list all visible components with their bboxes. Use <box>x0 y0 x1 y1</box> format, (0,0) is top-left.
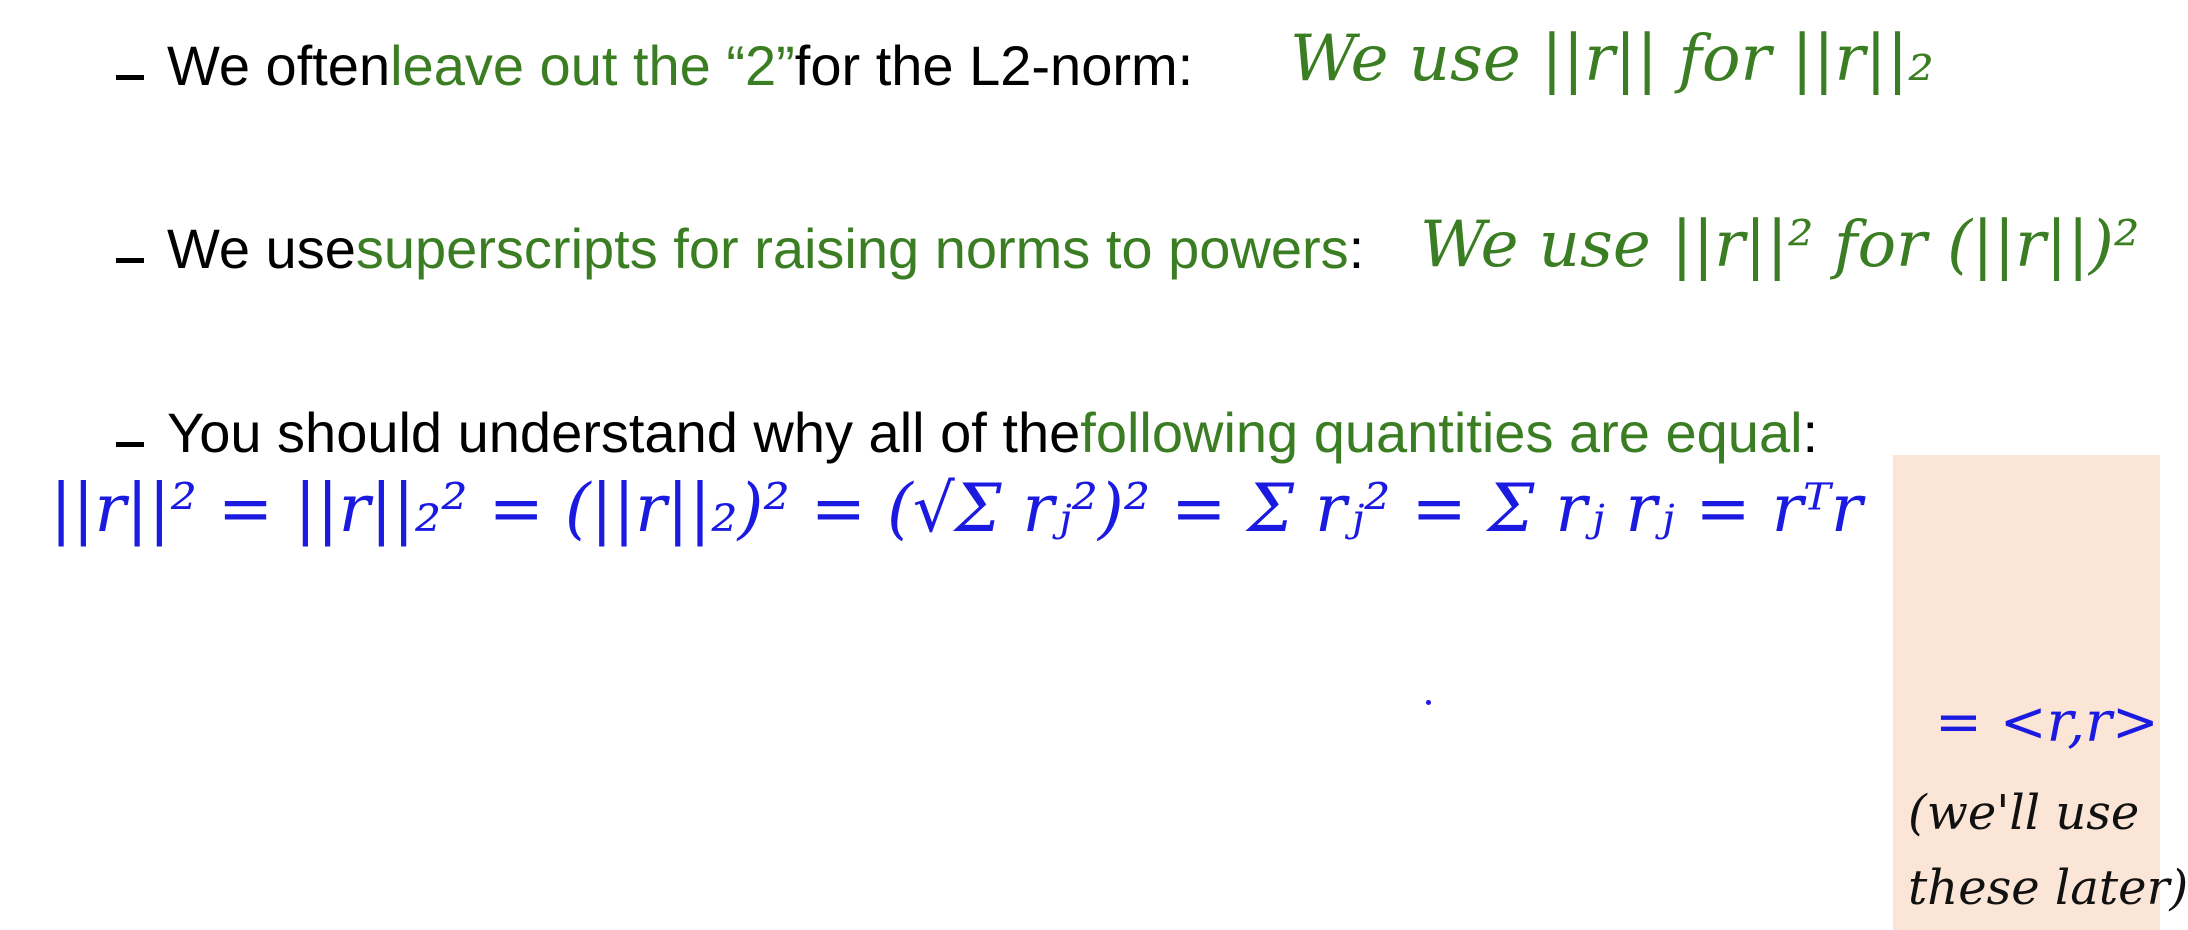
handwritten-note-1: We use ||r|| for ||r||₂ <box>1290 22 1934 96</box>
handwritten-equation: ||r||² = ||r||₂² = (||r||₂)² = (√Σ rⱼ²)² = Σ rⱼ² = Σ rⱼ rⱼ = rᵀr <box>50 470 1863 547</box>
bullet-item-1 <box>115 25 1193 105</box>
bullet-dash <box>115 33 145 98</box>
bullet-3-highlight: following quantities are equal <box>1080 400 1803 464</box>
handwritten-side-note-line2: these later) <box>1908 860 2188 916</box>
bullet-2-prefix: We use <box>167 216 356 280</box>
handwritten-equation-row <box>50 450 2160 700</box>
bullet-1-prefix: We often <box>167 33 391 97</box>
bullet-2-highlight: superscripts for raising norms to powers <box>355 216 1349 280</box>
bullet-3-suffix: : <box>1802 400 1819 464</box>
ink-dot <box>1426 700 1431 705</box>
bullet-1-suffix: for the L2-norm: <box>794 33 1194 97</box>
handwritten-note-2: We use ||r||² for (||r||)² <box>1420 208 2140 282</box>
bullet-item-2 <box>115 208 1364 288</box>
bullet-1-highlight: leave out the “2” <box>390 33 795 97</box>
bullet-3-prefix: You should understand why all of the <box>167 400 1081 464</box>
handwritten-inner-product: = <r,r> <box>1935 690 2159 755</box>
bullet-2-suffix: : <box>1348 216 1365 280</box>
bullet-dash <box>115 216 145 281</box>
handwritten-side-note-line1: (we'll use <box>1908 785 2140 841</box>
